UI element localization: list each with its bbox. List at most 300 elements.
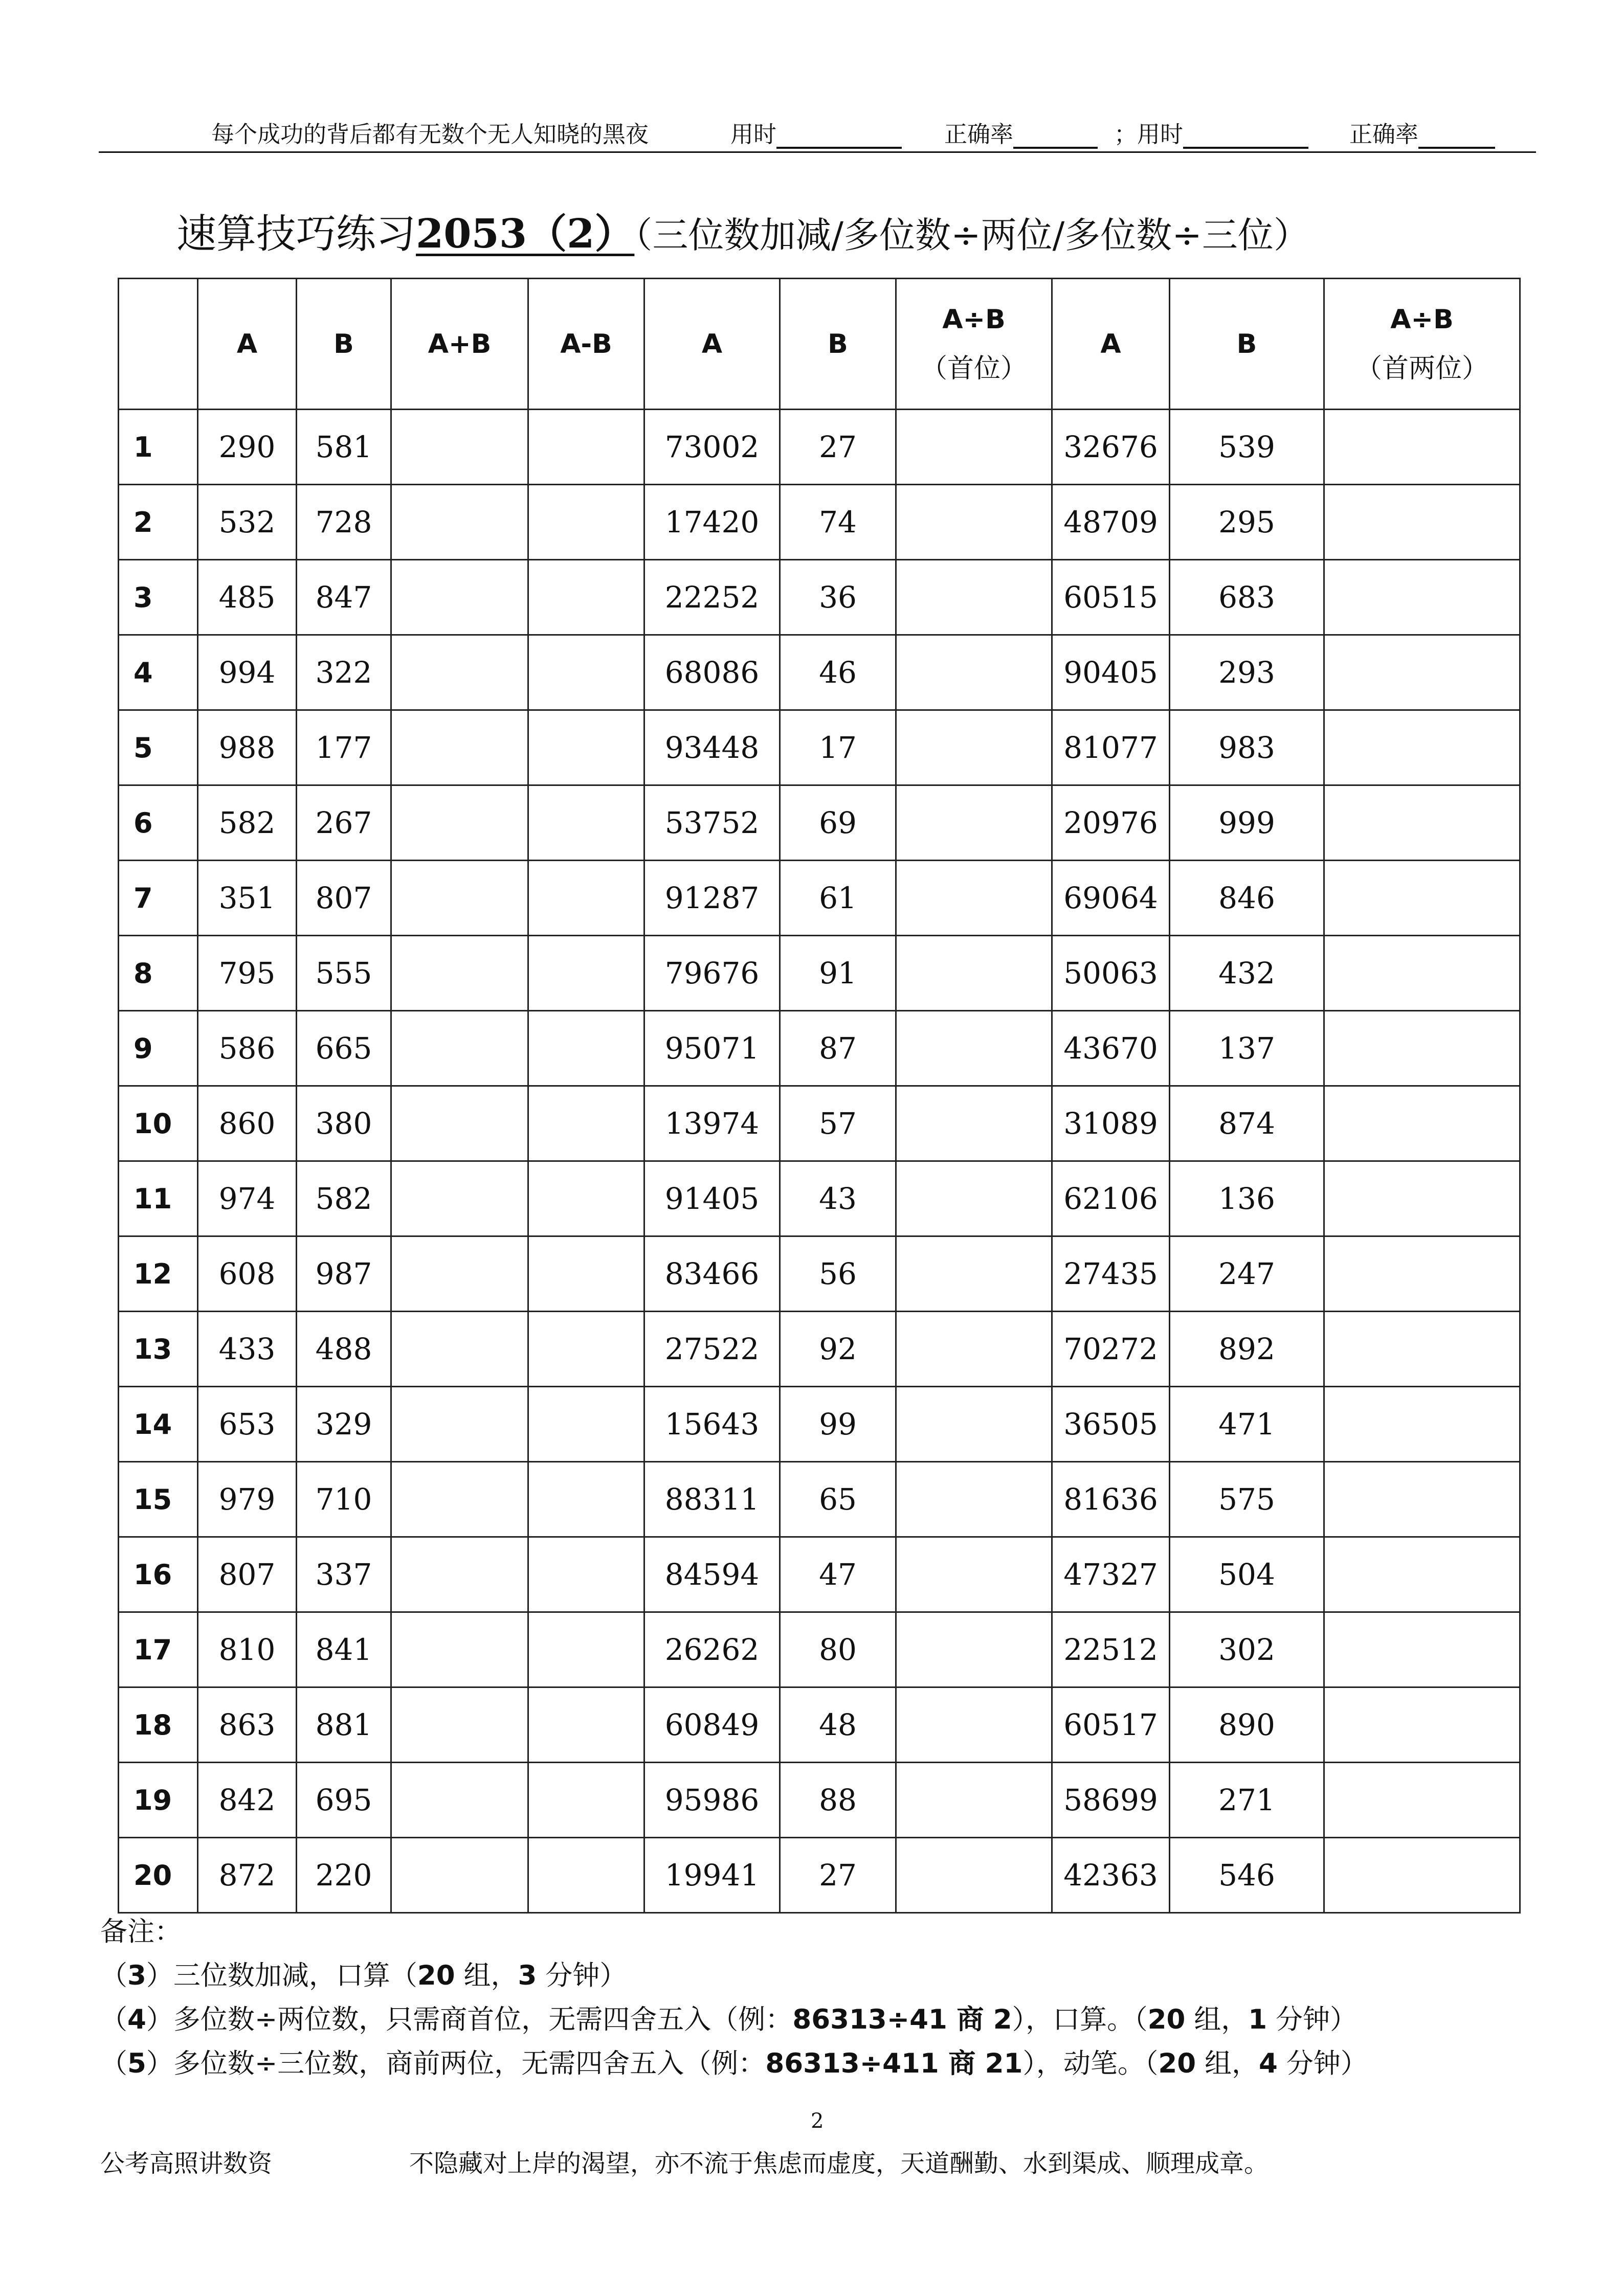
header-a1: A [198,279,297,410]
cell-b2: 87 [780,1011,896,1086]
note-4-count: 20 [1147,2004,1186,2035]
note-5-open: （ [100,2048,127,2079]
cell-a3: 20976 [1052,785,1170,861]
header-index [119,279,198,410]
note-5-minutes: 4 [1259,2048,1278,2079]
row-index: 15 [119,1462,198,1537]
cell-diff-answer[interactable] [528,1537,644,1612]
cell-a3: 60517 [1052,1687,1170,1763]
table-row [119,936,1520,1011]
cell-b1: 555 [297,936,391,1011]
cell-a3: 27435 [1052,1236,1170,1312]
cell-b1: 488 [297,1312,391,1387]
cell-div2-answer[interactable] [1324,560,1520,635]
cell-b2: 27 [780,410,896,485]
cell-diff-answer[interactable] [528,861,644,936]
header-div1-line2: （首位） [920,353,1027,384]
header-div2-line2: （首两位） [1355,353,1488,384]
row-index: 1 [119,410,198,485]
cell-b1: 380 [297,1086,391,1161]
cell-sum-answer[interactable] [391,635,528,710]
table-row [119,1838,1520,1913]
note-3-minutes-unit: 分钟） [537,1960,627,1991]
row-index: 8 [119,936,198,1011]
row-index: 14 [119,1387,198,1462]
cell-b3: 302 [1170,1612,1324,1687]
page-title [176,202,1309,259]
cell-diff-answer[interactable] [528,410,644,485]
table-row [119,1086,1520,1161]
cell-a2: 15643 [644,1387,780,1462]
cell-a2: 95071 [644,1011,780,1086]
cell-a1: 586 [198,1011,297,1086]
header-div2-line1: A÷B [1390,304,1454,335]
header-sum: A+B [391,279,528,410]
cell-b3: 471 [1170,1387,1324,1462]
note-5-text-2: ），动笔。（ [1022,2048,1159,2079]
cell-a1: 863 [198,1687,297,1763]
cell-div1-answer[interactable] [896,936,1052,1011]
cell-b1: 728 [297,485,391,560]
title-subtitle: （三位数加减/多位数÷两位/多位数÷三位） [634,214,1309,256]
table-row [119,1312,1520,1387]
cell-a2: 88311 [644,1462,780,1537]
cell-div2-answer[interactable] [1324,785,1520,861]
cell-div2-answer[interactable] [1324,861,1520,936]
cell-a3: 32676 [1052,410,1170,485]
table-row [119,1462,1520,1537]
note-5-minutes-unit: 分钟） [1277,2048,1368,2079]
cell-div1-answer[interactable] [896,1086,1052,1161]
title-main: 速算技巧练习 [176,211,416,257]
cell-b2: 65 [780,1462,896,1537]
time-field-2 [1114,116,1308,149]
table-header-row [119,279,1520,410]
cell-div2-answer[interactable] [1324,1387,1520,1462]
cell-b2: 17 [780,710,896,785]
notes-heading: 备注： [100,1916,182,1947]
cell-b1: 881 [297,1687,391,1763]
cell-div2-answer[interactable] [1324,1312,1520,1387]
cell-a2: 13974 [644,1086,780,1161]
cell-div1-answer[interactable] [896,410,1052,485]
cell-diff-answer[interactable] [528,1236,644,1312]
page-header [99,114,1536,153]
note-5-number: 5 [127,2048,146,2079]
cell-div2-answer[interactable] [1324,410,1520,485]
note-5-text: ）多位数÷三位数，商前两位，无需四舍五入（例： [146,2048,766,2079]
cell-diff-answer[interactable] [528,1763,644,1838]
cell-sum-answer[interactable] [391,410,528,485]
cell-a1: 872 [198,1838,297,1913]
cell-b2: 43 [780,1161,896,1236]
header-b1: B [297,279,391,410]
cell-a1: 988 [198,710,297,785]
cell-diff-answer[interactable] [528,1086,644,1161]
accuracy-blank-2[interactable] [1418,123,1495,149]
cell-a3: 90405 [1052,635,1170,710]
cell-a3: 42363 [1052,1838,1170,1913]
cell-div2-answer[interactable] [1324,1462,1520,1537]
cell-sum-answer[interactable] [391,560,528,635]
cell-b3: 846 [1170,861,1324,936]
cell-b1: 322 [297,635,391,710]
header-diff: A-B [528,279,644,410]
footer-right: 不隐藏对上岸的渴望，亦不流于焦虑而虚度，天道酬勤、水到渠成、顺理成章。 [409,2149,1269,2178]
cell-b3: 575 [1170,1462,1324,1537]
cell-diff-answer[interactable] [528,1838,644,1913]
cell-a1: 532 [198,485,297,560]
cell-div2-answer[interactable] [1324,1838,1520,1913]
accuracy-label-1: 正确率 [944,121,1014,148]
cell-sum-answer[interactable] [391,1312,528,1387]
cell-sum-answer[interactable] [391,1161,528,1236]
note-5-count: 20 [1158,2048,1196,2079]
cell-div1-answer[interactable] [896,1161,1052,1236]
table-row [119,710,1520,785]
row-index: 16 [119,1537,198,1612]
accuracy-field-1 [944,116,1098,149]
cell-b3: 892 [1170,1312,1324,1387]
cell-b2: 46 [780,635,896,710]
cell-b2: 56 [780,1236,896,1312]
cell-a2: 84594 [644,1537,780,1612]
table-row [119,1687,1520,1763]
cell-a1: 485 [198,560,297,635]
header-slogan: 每个成功的背后都有无数个无人知晓的黑夜 [211,121,649,148]
row-index: 19 [119,1763,198,1838]
cell-b1: 329 [297,1387,391,1462]
cell-a2: 68086 [644,635,780,710]
cell-b2: 91 [780,936,896,1011]
row-index: 2 [119,485,198,560]
row-index: 12 [119,1236,198,1312]
cell-b3: 293 [1170,635,1324,710]
cell-b3: 890 [1170,1687,1324,1763]
row-index: 7 [119,861,198,936]
cell-a3: 36505 [1052,1387,1170,1462]
cell-a2: 79676 [644,936,780,1011]
accuracy-field-2 [1349,116,1495,149]
row-index: 9 [119,1011,198,1086]
cell-a1: 608 [198,1236,297,1312]
practice-table [118,278,1521,1914]
cell-b3: 137 [1170,1011,1324,1086]
cell-a1: 653 [198,1387,297,1462]
cell-div1-answer[interactable] [896,1687,1052,1763]
cell-diff-answer[interactable] [528,560,644,635]
cell-b2: 57 [780,1086,896,1161]
cell-b2: 92 [780,1312,896,1387]
cell-div1-answer[interactable] [896,861,1052,936]
cell-div1-answer[interactable] [896,1537,1052,1612]
header-div1-line1: A÷B [942,304,1006,335]
cell-a1: 582 [198,785,297,861]
cell-b3: 874 [1170,1086,1324,1161]
cell-b2: 27 [780,1838,896,1913]
cell-a3: 50063 [1052,936,1170,1011]
cell-b1: 177 [297,710,391,785]
cell-b2: 47 [780,1537,896,1612]
cell-b2: 36 [780,560,896,635]
note-4-text: ）多位数÷两位数，只需商首位，无需四舍五入（例： [146,2004,793,2035]
cell-b1: 267 [297,785,391,861]
row-index: 5 [119,710,198,785]
time-label-1: 用时 [730,121,777,148]
cell-a1: 974 [198,1161,297,1236]
cell-b3: 295 [1170,485,1324,560]
cell-diff-answer[interactable] [528,1011,644,1086]
note-4-minutes-unit: 分钟） [1267,2004,1358,2035]
cell-diff-answer[interactable] [528,710,644,785]
table-row [119,1236,1520,1312]
cell-div1-answer[interactable] [896,560,1052,635]
cell-a1: 979 [198,1462,297,1537]
table-row [119,785,1520,861]
cell-div1-answer[interactable] [896,1387,1052,1462]
cell-a2: 73002 [644,410,780,485]
table-row [119,410,1520,485]
time-blank-2[interactable] [1183,123,1308,149]
cell-b1: 220 [297,1838,391,1913]
cell-div1-answer[interactable] [896,1763,1052,1838]
cell-b3: 999 [1170,785,1324,861]
row-index: 13 [119,1312,198,1387]
footer-left: 公考高照讲数资 [100,2149,273,2178]
cell-b1: 665 [297,1011,391,1086]
row-index: 18 [119,1687,198,1763]
row-index: 11 [119,1161,198,1236]
cell-sum-answer[interactable] [391,1612,528,1687]
row-index: 4 [119,635,198,710]
cell-a2: 19941 [644,1838,780,1913]
cell-div2-answer[interactable] [1324,1161,1520,1236]
note-4-number: 4 [127,2004,146,2035]
cell-diff-answer[interactable] [528,635,644,710]
cell-diff-answer[interactable] [528,1687,644,1763]
cell-sum-answer[interactable] [391,1838,528,1913]
cell-sum-answer[interactable] [391,1086,528,1161]
row-index: 10 [119,1086,198,1161]
header-div-first-digit [896,279,1052,410]
cell-sum-answer[interactable] [391,1462,528,1537]
cell-sum-answer[interactable] [391,1687,528,1763]
cell-a3: 60515 [1052,560,1170,635]
cell-sum-answer[interactable] [391,936,528,1011]
cell-div2-answer[interactable] [1324,635,1520,710]
note-3-unit: 组， [455,1960,518,1991]
cell-a2: 22252 [644,560,780,635]
title-number: 2053（2） [416,211,635,257]
table-row [119,1612,1520,1687]
cell-sum-answer[interactable] [391,710,528,785]
cell-b2: 88 [780,1763,896,1838]
cell-b1: 581 [297,410,391,485]
cell-div2-answer[interactable] [1324,1763,1520,1838]
cell-a1: 807 [198,1537,297,1612]
note-4-open: （ [100,2004,127,2035]
cell-div1-answer[interactable] [896,485,1052,560]
time-field-1 [730,116,902,149]
cell-a2: 91287 [644,861,780,936]
accuracy-label-2: 正确率 [1349,121,1419,148]
table-row [119,861,1520,936]
cell-a2: 60849 [644,1687,780,1763]
cell-sum-answer[interactable] [391,861,528,936]
cell-sum-answer[interactable] [391,1387,528,1462]
cell-diff-answer[interactable] [528,936,644,1011]
cell-div2-answer[interactable] [1324,1612,1520,1687]
table-row [119,1387,1520,1462]
cell-a1: 810 [198,1612,297,1687]
cell-div1-answer[interactable] [896,1838,1052,1913]
cell-b1: 337 [297,1537,391,1612]
cell-a3: 70272 [1052,1312,1170,1387]
cell-div1-answer[interactable] [896,1011,1052,1086]
cell-a3: 62106 [1052,1161,1170,1236]
cell-div2-answer[interactable] [1324,936,1520,1011]
notes-section [100,1910,1368,2086]
cell-b2: 61 [780,861,896,936]
cell-a3: 31089 [1052,1086,1170,1161]
page-number: 2 [811,2109,824,2133]
cell-sum-answer[interactable] [391,785,528,861]
header-separator: ； [1114,121,1138,148]
cell-diff-answer[interactable] [528,785,644,861]
cell-diff-answer[interactable] [528,1462,644,1537]
cell-a3: 47327 [1052,1537,1170,1612]
cell-b3: 539 [1170,410,1324,485]
cell-diff-answer[interactable] [528,1387,644,1462]
note-5 [100,2042,1368,2086]
cell-a2: 83466 [644,1236,780,1312]
cell-a3: 81077 [1052,710,1170,785]
cell-div2-answer[interactable] [1324,1011,1520,1086]
cell-sum-answer[interactable] [391,1236,528,1312]
cell-b2: 80 [780,1612,896,1687]
header-b2: B [780,279,896,410]
cell-a3: 48709 [1052,485,1170,560]
cell-sum-answer[interactable] [391,1763,528,1838]
cell-b3: 983 [1170,710,1324,785]
cell-a1: 842 [198,1763,297,1838]
cell-sum-answer[interactable] [391,1537,528,1612]
table-row [119,560,1520,635]
cell-b1: 695 [297,1763,391,1838]
cell-a2: 53752 [644,785,780,861]
note-4-example: 86313÷41 商 2 [792,2004,1012,2035]
cell-b1: 710 [297,1462,391,1537]
header-b3: B [1170,279,1324,410]
cell-b1: 582 [297,1161,391,1236]
cell-a1: 351 [198,861,297,936]
note-3-number: 3 [127,1960,146,1991]
cell-b3: 546 [1170,1838,1324,1913]
cell-b3: 683 [1170,560,1324,635]
table-row [119,1011,1520,1086]
cell-b2: 99 [780,1387,896,1462]
cell-sum-answer[interactable] [391,485,528,560]
cell-diff-answer[interactable] [528,1612,644,1687]
cell-a1: 994 [198,635,297,710]
note-3-count: 20 [417,1960,455,1991]
cell-div1-answer[interactable] [896,1462,1052,1537]
table-row [119,1537,1520,1612]
cell-div2-answer[interactable] [1324,1236,1520,1312]
cell-b1: 987 [297,1236,391,1312]
cell-div1-answer[interactable] [896,635,1052,710]
note-3-minutes: 3 [518,1960,537,1991]
cell-div1-answer[interactable] [896,1612,1052,1687]
cell-a3: 22512 [1052,1612,1170,1687]
note-5-unit: 组， [1196,2048,1259,2079]
cell-div2-answer[interactable] [1324,710,1520,785]
cell-div2-answer[interactable] [1324,1086,1520,1161]
note-4-text-2: ），口算。（ [1012,2004,1148,2035]
cell-a3: 81636 [1052,1462,1170,1537]
cell-a3: 58699 [1052,1763,1170,1838]
cell-a2: 17420 [644,485,780,560]
note-3-open: （ [100,1960,127,1991]
cell-div1-answer[interactable] [896,1312,1052,1387]
table-row [119,635,1520,710]
cell-b1: 841 [297,1612,391,1687]
cell-div1-answer[interactable] [896,710,1052,785]
cell-a2: 91405 [644,1161,780,1236]
cell-a1: 290 [198,410,297,485]
cell-sum-answer[interactable] [391,1011,528,1086]
header-a3: A [1052,279,1170,410]
header-div-first-two-digits [1324,279,1520,410]
note-4 [100,1998,1368,2042]
cell-a1: 795 [198,936,297,1011]
cell-b2: 74 [780,485,896,560]
cell-b1: 847 [297,560,391,635]
cell-b2: 69 [780,785,896,861]
cell-a2: 95986 [644,1763,780,1838]
row-index: 20 [119,1838,198,1913]
time-blank-1[interactable] [776,123,902,149]
cell-a3: 69064 [1052,861,1170,936]
note-4-unit: 组， [1185,2004,1249,2035]
cell-a3: 43670 [1052,1011,1170,1086]
row-index: 3 [119,560,198,635]
table-row [119,1161,1520,1236]
cell-div1-answer[interactable] [896,1236,1052,1312]
accuracy-blank-1[interactable] [1013,123,1098,149]
cell-a2: 26262 [644,1612,780,1687]
cell-div2-answer[interactable] [1324,485,1520,560]
note-5-example: 86313÷411 商 21 [765,2048,1023,2079]
row-index: 17 [119,1612,198,1687]
cell-diff-answer[interactable] [528,1312,644,1387]
table-row [119,1763,1520,1838]
cell-div1-answer[interactable] [896,785,1052,861]
cell-b3: 504 [1170,1537,1324,1612]
cell-diff-answer[interactable] [528,485,644,560]
note-3-text: ）三位数加减，口算（ [146,1960,417,1991]
cell-b3: 136 [1170,1161,1324,1236]
cell-div2-answer[interactable] [1324,1687,1520,1763]
note-3 [100,1954,1368,1998]
cell-b3: 247 [1170,1236,1324,1312]
header-a2: A [644,279,780,410]
cell-b1: 807 [297,861,391,936]
cell-div2-answer[interactable] [1324,1537,1520,1612]
cell-a1: 433 [198,1312,297,1387]
note-4-minutes: 1 [1248,2004,1267,2035]
cell-diff-answer[interactable] [528,1161,644,1236]
